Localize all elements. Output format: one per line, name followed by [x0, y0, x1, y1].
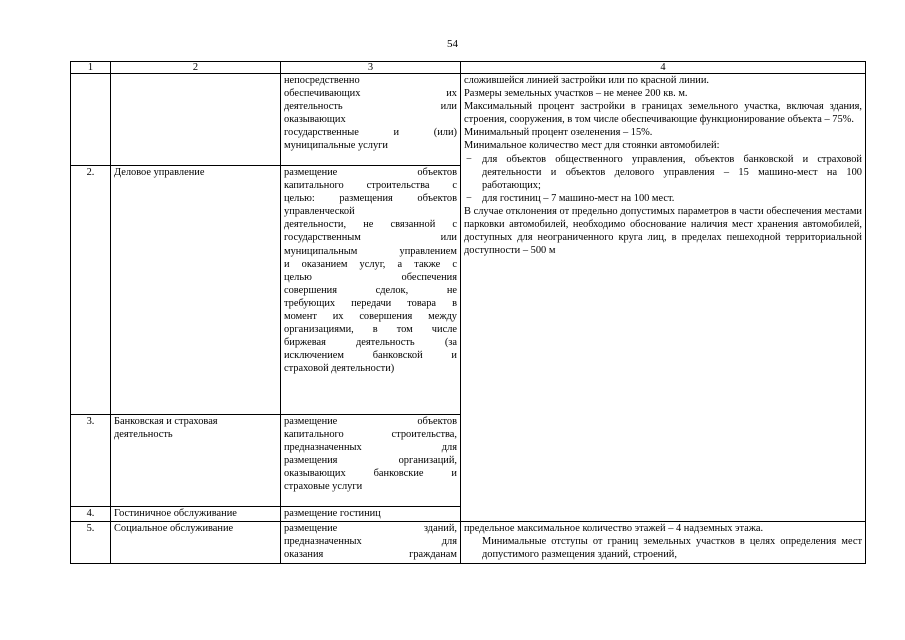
header-cell: 1 [71, 62, 111, 74]
row-number: 5. [71, 522, 111, 564]
row-number: 4. [71, 507, 111, 522]
bullet-text: для объектов общественного управления, объектов банковской и страховой деятельности и объектов делового управления – 15 машино-мест на 100 работающих; [482, 153, 862, 191]
desc-line: капитального строительства, [284, 429, 457, 441]
desc-line: предназначенных для [284, 536, 457, 548]
desc-line: деятельность или [284, 101, 457, 113]
parameters-cell [461, 74, 866, 522]
desc-line: страховые услуги [284, 481, 363, 493]
desc-line: управленческой [284, 206, 355, 218]
desc-line: биржевая деятельность (за [284, 337, 457, 349]
desc-line: организациями, в том числе [284, 324, 457, 336]
bullet-item [464, 153, 862, 192]
desc-line: размещение зданий, [284, 523, 457, 534]
desc-line: деятельности, не связанной с [284, 219, 457, 231]
use-type-description [281, 507, 461, 522]
desc-line: целью: размещения объектов [284, 193, 457, 205]
row-number: 3. [71, 415, 111, 507]
table-row [71, 74, 866, 166]
use-type-description [281, 166, 461, 415]
desc-line: оказывающих [284, 114, 346, 126]
use-type-name: Гостиничное обслуживание [111, 507, 281, 522]
use-type-description [281, 74, 461, 166]
param-paragraph: предельное максимальное количество этажей – 4 надземных этажа. [464, 523, 764, 534]
desc-line: государственные и (или) [284, 127, 457, 139]
desc-line: обеспечивающих их [284, 88, 457, 100]
param-paragraph: Минимальный процент озеленения – 15%. [464, 127, 653, 139]
param-paragraph: Минимальные отступы от границ земельных участков в целях определения мест допустимого размещения зданий, строений, [482, 536, 862, 561]
header-cell: 2 [111, 62, 281, 74]
use-type-name [111, 74, 281, 166]
zoning-table [70, 61, 866, 564]
desc-line: оказывающих банковские и [284, 468, 457, 480]
row-number [71, 74, 111, 166]
desc-line: совершения сделок, не [284, 284, 457, 296]
use-type-description [281, 522, 461, 564]
desc-line: предназначенных для [284, 442, 457, 454]
desc-line: оказания гражданам [284, 549, 457, 561]
page-number: 54 [447, 38, 458, 50]
desc-line: размещение объектов [284, 416, 457, 427]
desc-line: муниципальным управлением [284, 245, 457, 257]
desc-line: исключением банковской и [284, 350, 457, 362]
desc-line: страховой деятельности) [284, 363, 395, 375]
bullet-text: для гостиниц – 7 машино-мест на 100 мест. [482, 192, 675, 204]
dash-bullet: − [466, 192, 472, 204]
desc-line: и оказанием услуг, а также с [284, 258, 457, 270]
desc-line: непосредственно [284, 75, 360, 86]
desc-line: муниципальные услуги [284, 140, 388, 152]
bullet-item [464, 192, 862, 205]
use-type-description [281, 415, 461, 507]
desc-line: капитального строительства с [284, 180, 457, 192]
param-paragraph: сложившейся линией застройки или по красной линии. [464, 75, 709, 86]
desc-line: размещения организаций, [284, 455, 457, 467]
desc-line: размещение объектов [284, 167, 457, 178]
param-paragraph: Максимальный процент застройки в границах земельного участка, включая здания, строения, сооружения, в том числе обеспечивающие функционирование объекта – 75%. [464, 101, 862, 126]
desc-line: момент их совершения между [284, 311, 457, 323]
table-row [71, 522, 866, 564]
dash-bullet: − [466, 153, 472, 165]
parameters-cell [461, 522, 866, 564]
table-header-row [71, 62, 866, 74]
desc-line: требующих передачи товара в [284, 297, 457, 309]
param-paragraph: Размеры земельных участков – не менее 200 кв. м. [464, 88, 688, 100]
param-paragraph: Минимальное количество мест для стоянки автомобилей: [464, 140, 720, 152]
use-type-name: Банковская и страховая деятельность [111, 415, 281, 507]
desc-line: размещение гостиниц [284, 508, 381, 519]
param-paragraph: В случае отклонения от предельно допустимых параметров в части обеспечения местами парковки автомобилей, необходимо обоснование наличия мест хранения автомобилей, доступных для неограниченного круга лиц, в пределах пешеходной территориальной доступности – 500 м [464, 205, 862, 257]
header-cell: 4 [461, 62, 866, 74]
desc-line: государственным или [284, 232, 457, 244]
row-number: 2. [71, 166, 111, 415]
header-cell: 3 [281, 62, 461, 74]
use-type-name: Деловое управление [111, 166, 281, 415]
use-type-name: Социальное обслуживание [111, 522, 281, 564]
desc-line: целью обеспечения [284, 271, 457, 283]
